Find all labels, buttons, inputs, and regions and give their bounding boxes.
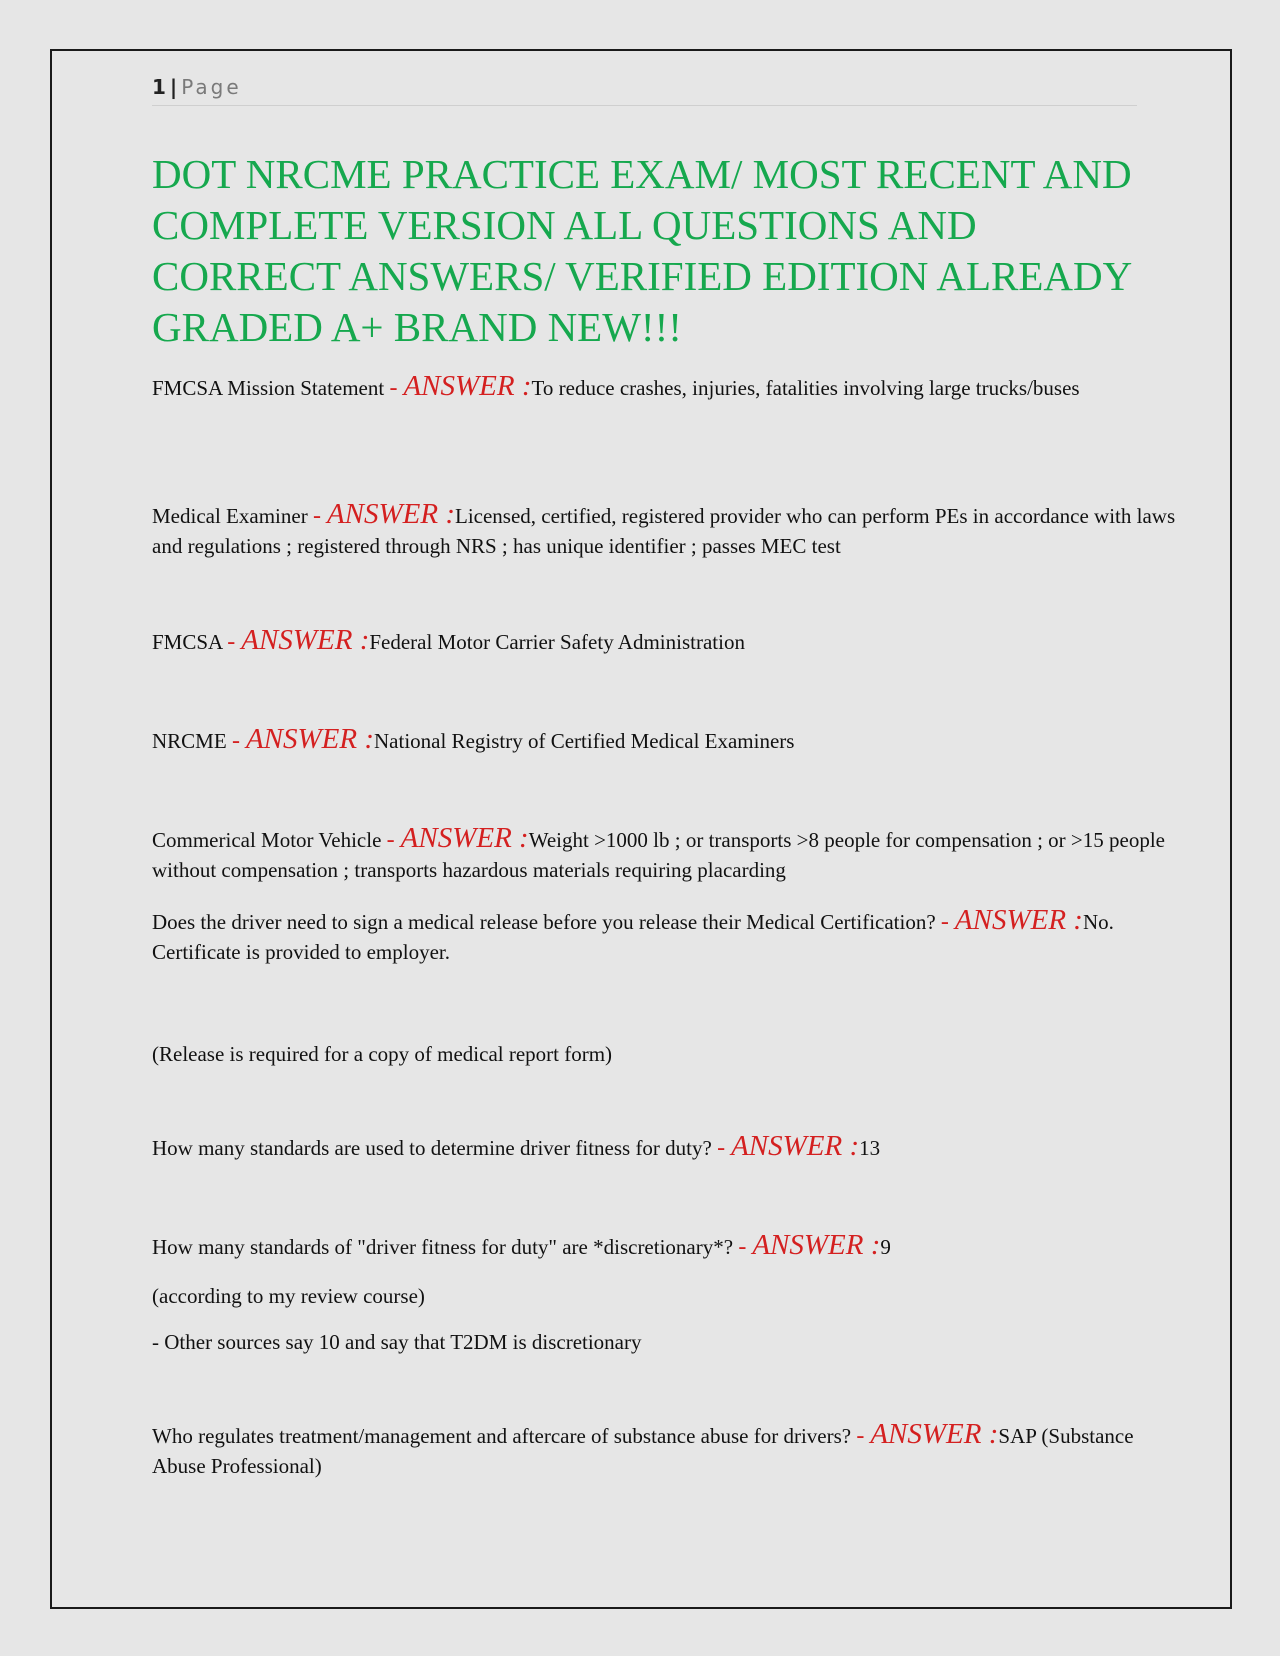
qa-item [152, 823, 1182, 885]
qa-item [152, 905, 1182, 967]
qa-item [152, 499, 1182, 561]
qa-item [152, 625, 1182, 657]
release-note: (Release is required for a copy of medical report form) [152, 1042, 613, 1066]
question-text: FMCSA Mission Statement [152, 376, 390, 400]
qa-item [152, 1131, 1182, 1163]
document-page [50, 49, 1232, 1609]
page-number: 1 [152, 75, 166, 99]
answer-text: No. Certificate is provided to employer. [152, 910, 1114, 964]
answer-text: 13 [859, 1136, 881, 1160]
question-text: FMCSA [152, 630, 228, 654]
answer-text: 9 [880, 1235, 891, 1259]
question-text: NRCME [152, 729, 232, 753]
answer-marker: - ANSWER : [940, 904, 1083, 936]
answer-text: Weight >1000 lb ; or transports >8 people for compensation ; or >15 people without compensation ; transports hazardous materials requiring placarding [152, 828, 1165, 882]
page-header [152, 75, 1137, 106]
question-text: How many standards are used to determine driver fitness for duty? [152, 1136, 718, 1160]
answer-marker: - ANSWER : [227, 624, 370, 656]
answer-marker: - ANSWER : [312, 498, 455, 530]
qa-item [152, 724, 1182, 756]
document-title: DOT NRCME PRACTICE EXAM/ MOST RECENT AND COMPLETE VERSION ALL QUESTIONS AND CORRECT ANSWERS/ VERIFIED EDITION ALREADY GRADED A+ BRAND NEW!!! [152, 151, 1132, 350]
page-separator: | [169, 75, 178, 99]
answer-marker: - ANSWER : [386, 822, 529, 854]
question-text: Who regulates treatment/management and aftercare of substance abuse for drivers? [152, 1424, 857, 1448]
qa-item [152, 1230, 1182, 1262]
answer-marker: - ANSWER : [738, 1229, 881, 1261]
answer-marker: - ANSWER : [717, 1130, 860, 1162]
qa-item [152, 371, 1182, 403]
qa-item [152, 1419, 1182, 1481]
answer-text: Federal Motor Carrier Safety Administration [369, 630, 745, 654]
question-text: Commerical Motor Vehicle [152, 828, 387, 852]
question-text: Does the driver need to sign a medical release before you release their Medical Certification? [152, 910, 941, 934]
answer-text: SAP (Substance Abuse Professional) [152, 1424, 1134, 1478]
other-sources-note: - Other sources say 10 and say that T2DM is discretionary [152, 1330, 642, 1354]
question-text: Medical Examiner [152, 504, 313, 528]
answer-marker: - ANSWER : [856, 1418, 999, 1450]
answer-text: Licensed, certified, registered provider who can perform PEs in accordance with laws and regulations ; registered through NRS ; has unique identifier ; passes MEC test [152, 504, 1176, 558]
page-word: Page [181, 75, 242, 99]
question-text: How many standards of "driver fitness for duty" are *discretionary*? [152, 1235, 739, 1259]
review-course-note: (according to my review course) [152, 1284, 425, 1308]
answer-text: To reduce crashes, injuries, fatalities involving large trucks/buses [531, 376, 1080, 400]
answer-marker: - ANSWER : [231, 723, 374, 755]
answer-marker: - ANSWER : [389, 370, 532, 402]
answer-text: National Registry of Certified Medical Examiners [374, 729, 795, 753]
